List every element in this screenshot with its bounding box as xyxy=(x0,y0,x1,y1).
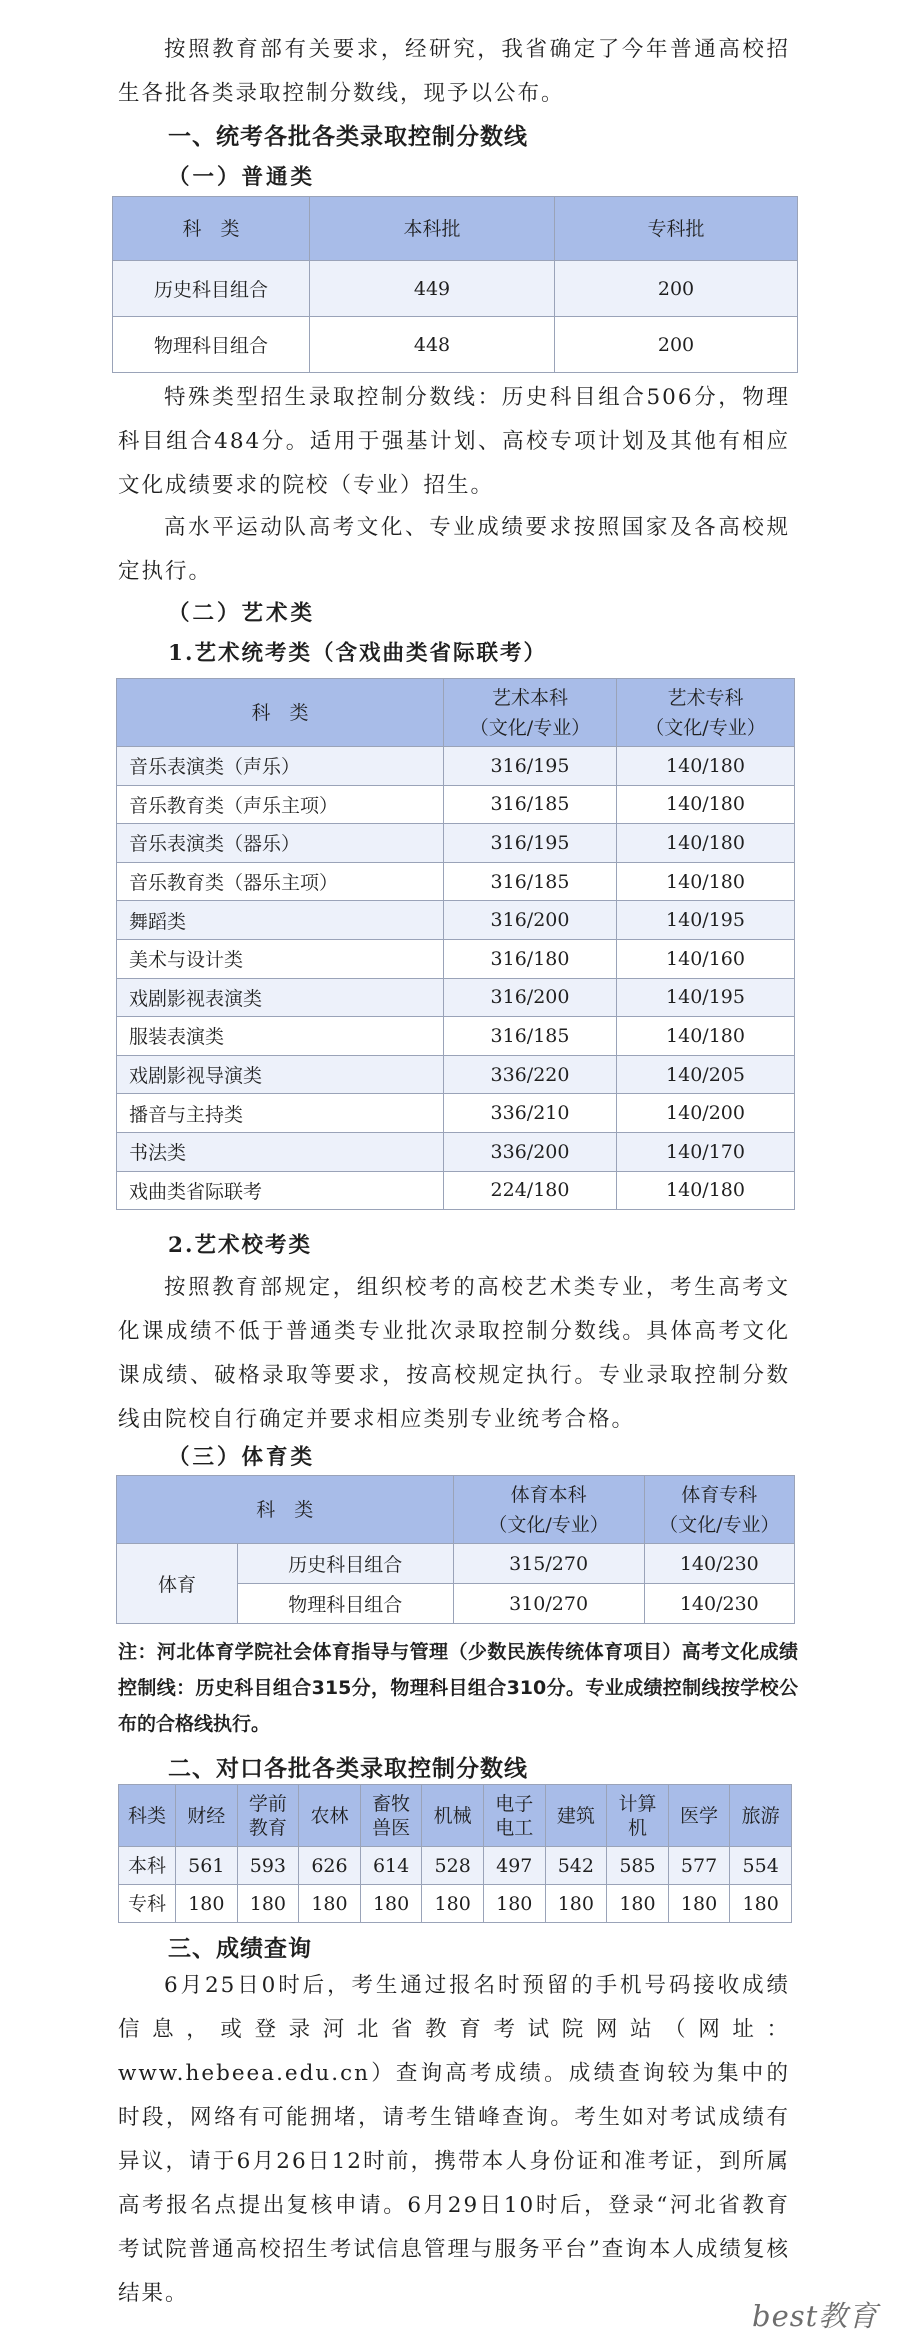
table-row xyxy=(117,939,795,978)
table-cell: 316/200 xyxy=(444,978,617,1017)
table-cell: 专科 xyxy=(119,1885,176,1923)
table-row xyxy=(117,747,795,786)
table-cell: 316/180 xyxy=(444,939,617,978)
table-header: 科 类 xyxy=(117,679,444,747)
sports-team-paragraph: 高水平运动队高考文化、专业成绩要求按照国家及各高校规定执行。 xyxy=(118,515,790,584)
table-cell: 626 xyxy=(299,1847,361,1885)
general-score-table xyxy=(112,196,798,373)
table-cell: 585 xyxy=(607,1847,669,1885)
table-header: 科 类 xyxy=(117,1476,454,1544)
table-row xyxy=(117,1055,795,1094)
table-cell: 180 xyxy=(422,1885,484,1923)
table-cell: 戏曲类省际联考 xyxy=(117,1171,444,1210)
table-cell: 140/170 xyxy=(617,1132,795,1171)
table-cell: 336/220 xyxy=(444,1055,617,1094)
table-header: 机械 xyxy=(422,1785,484,1847)
table-cell: 物理科目组合 xyxy=(238,1584,454,1624)
table-cell: 593 xyxy=(237,1847,299,1885)
table-cell: 180 xyxy=(237,1885,299,1923)
table-row xyxy=(119,1847,792,1885)
table-cell: 449 xyxy=(310,261,555,317)
table-cell: 316/195 xyxy=(444,747,617,786)
table-cell: 历史科目组合 xyxy=(113,261,310,317)
table-cell: 140/180 xyxy=(617,862,795,901)
table-cell: 历史科目组合 xyxy=(238,1544,454,1584)
table-cell: 140/180 xyxy=(617,785,795,824)
section1-title: 一、统考各批各类录取控制分数线 xyxy=(168,124,528,150)
table-header: 建筑 xyxy=(545,1785,607,1847)
table-header: 计算 机 xyxy=(607,1785,669,1847)
table-cell: 180 xyxy=(483,1885,545,1923)
table-header: 医学 xyxy=(668,1785,730,1847)
table-cell: 315/270 xyxy=(453,1544,644,1584)
table-header: 体育本科 （文化/专业） xyxy=(453,1476,644,1544)
table-cell: 336/210 xyxy=(444,1094,617,1133)
table-cell: 554 xyxy=(730,1847,792,1885)
section2-title: 二、对口各批各类录取控制分数线 xyxy=(168,1756,528,1782)
section3-title: 三、成绩查询 xyxy=(168,1936,312,1962)
table-cell: 200 xyxy=(555,261,798,317)
table-cell: 561 xyxy=(176,1847,238,1885)
table-header: 体育专科 （文化/专业） xyxy=(644,1476,794,1544)
table-row xyxy=(117,1017,795,1056)
table-cell: 180 xyxy=(299,1885,361,1923)
table-cell: 336/200 xyxy=(444,1132,617,1171)
table-cell: 224/180 xyxy=(444,1171,617,1210)
table-cell: 舞蹈类 xyxy=(117,901,444,940)
table-cell: 本科 xyxy=(119,1847,176,1885)
sports-note: 注：河北体育学院社会体育指导与管理（少数民族传统体育项目）高考文化成绩控制线：历史科目组合315分，物理科目组合310分。专业成绩控制线按学校公布的合格线执行。 xyxy=(118,1641,798,1735)
table-header: 艺术专科 （文化/专业） xyxy=(617,679,795,747)
table-cell: 140/205 xyxy=(617,1055,795,1094)
special-type-paragraph: 特殊类型招生录取控制分数线：历史科目组合506分，物理科目组合484分。适用于强基计划、高校专项计划及其他有相应文化成绩要求的院校（专业）招生。 xyxy=(118,385,790,498)
table-row xyxy=(117,978,795,1017)
table-cell: 200 xyxy=(555,317,798,373)
table-cell: 316/185 xyxy=(444,785,617,824)
table-row xyxy=(117,1094,795,1133)
table-cell: 448 xyxy=(310,317,555,373)
subsection-art-title: （二）艺术类 xyxy=(168,601,316,626)
table-cell: 物理科目组合 xyxy=(113,317,310,373)
table-cell: 528 xyxy=(422,1847,484,1885)
table-cell: 577 xyxy=(668,1847,730,1885)
table-cell: 戏剧影视导演类 xyxy=(117,1055,444,1094)
table-row xyxy=(117,1171,795,1210)
art-unified-title: 1.艺术统考类（含戏曲类省际联考） xyxy=(168,641,547,666)
table-cell: 140/230 xyxy=(644,1544,794,1584)
table-cell: 310/270 xyxy=(453,1584,644,1624)
subsection-general-title: （一）普通类 xyxy=(168,165,316,190)
sports-score-table xyxy=(116,1475,795,1624)
art-school-exam-paragraph: 按照教育部规定，组织校考的高校艺术类专业，考生高考文化课成绩不低于普通类专业批次录取控制分数线。具体高考文化课成绩、破格录取等要求，按高校规定执行。专业录取控制分数线由院校自行确定并要求相应类别专业统考合格。 xyxy=(118,1275,790,1432)
table-header: 科 类 xyxy=(113,197,310,261)
table-cell: 140/160 xyxy=(617,939,795,978)
table-cell: 美术与设计类 xyxy=(117,939,444,978)
table-cell: 140/195 xyxy=(617,901,795,940)
table-row xyxy=(117,862,795,901)
table-cell: 戏剧影视表演类 xyxy=(117,978,444,1017)
table-cell: 书法类 xyxy=(117,1132,444,1171)
table-cell: 音乐教育类（声乐主项） xyxy=(117,785,444,824)
table-cell: 180 xyxy=(545,1885,607,1923)
table-cell: 180 xyxy=(668,1885,730,1923)
table-row xyxy=(113,317,798,373)
table-cell: 180 xyxy=(360,1885,422,1923)
table-cell: 音乐表演类（器乐） xyxy=(117,824,444,863)
table-header: 旅游 xyxy=(730,1785,792,1847)
table-header: 专科批 xyxy=(555,197,798,261)
table-cell: 音乐教育类（器乐主项） xyxy=(117,862,444,901)
table-cell: 614 xyxy=(360,1847,422,1885)
table-row xyxy=(117,1544,795,1584)
table-cell: 音乐表演类（声乐） xyxy=(117,747,444,786)
table-header: 科类 xyxy=(119,1785,176,1847)
table-cell: 316/185 xyxy=(444,862,617,901)
table-cell: 316/195 xyxy=(444,824,617,863)
table-cell: 140/195 xyxy=(617,978,795,1017)
table-cell: 497 xyxy=(483,1847,545,1885)
table-cell: 180 xyxy=(176,1885,238,1923)
table-header: 电子 电工 xyxy=(483,1785,545,1847)
table-cell: 316/185 xyxy=(444,1017,617,1056)
table-cell: 316/200 xyxy=(444,901,617,940)
table-header: 艺术本科 （文化/专业） xyxy=(444,679,617,747)
intro-paragraph: 按照教育部有关要求，经研究，我省确定了今年普通高校招生各批各类录取控制分数线，现予以公布。 xyxy=(118,37,790,106)
table-cell: 播音与主持类 xyxy=(117,1094,444,1133)
subsection-sports-title: （三）体育类 xyxy=(168,1445,316,1470)
table-header: 财经 xyxy=(176,1785,238,1847)
table-row xyxy=(117,901,795,940)
score-query-paragraph: 6月25日0时后，考生通过报名时预留的手机号码接收成绩信息，或登录河北省教育考试院网站（网址：www.hebeea.edu.cn）查询高考成绩。成绩查询较为集中的时段，网络有可能拥堵，请考生错峰查询。考生如对考试成绩有异议，请于6月26日12时前，携带本人身份证和准考证，到所属高考报名点提出复核申请。6月29日10时后，登录“河北省教育考试院普通高校招生考试信息管理与服务平台”查询本人成绩复核结果。 xyxy=(118,1973,790,2306)
table-cell: 140/180 xyxy=(617,1171,795,1210)
table-row xyxy=(117,1132,795,1171)
table-cell: 140/180 xyxy=(617,1017,795,1056)
table-cell: 542 xyxy=(545,1847,607,1885)
table-header: 畜牧 兽医 xyxy=(360,1785,422,1847)
table-cell: 180 xyxy=(607,1885,669,1923)
art-score-table xyxy=(116,678,795,1210)
table-row xyxy=(117,785,795,824)
table-cell: 体育 xyxy=(117,1544,238,1624)
table-row xyxy=(113,261,798,317)
table-cell: 180 xyxy=(730,1885,792,1923)
table-cell: 140/200 xyxy=(617,1094,795,1133)
table-row xyxy=(117,824,795,863)
table-header: 农林 xyxy=(299,1785,361,1847)
table-cell: 服装表演类 xyxy=(117,1017,444,1056)
art-school-exam-title: 2.艺术校考类 xyxy=(168,1233,312,1258)
table-header: 本科批 xyxy=(310,197,555,261)
table-cell: 140/180 xyxy=(617,824,795,863)
table-cell: 140/230 xyxy=(644,1584,794,1624)
table-header: 学前 教育 xyxy=(237,1785,299,1847)
table-cell: 140/180 xyxy=(617,747,795,786)
watermark-logo: best教育 xyxy=(752,2299,879,2333)
table-row xyxy=(119,1885,792,1923)
vocational-score-table xyxy=(118,1784,792,1923)
